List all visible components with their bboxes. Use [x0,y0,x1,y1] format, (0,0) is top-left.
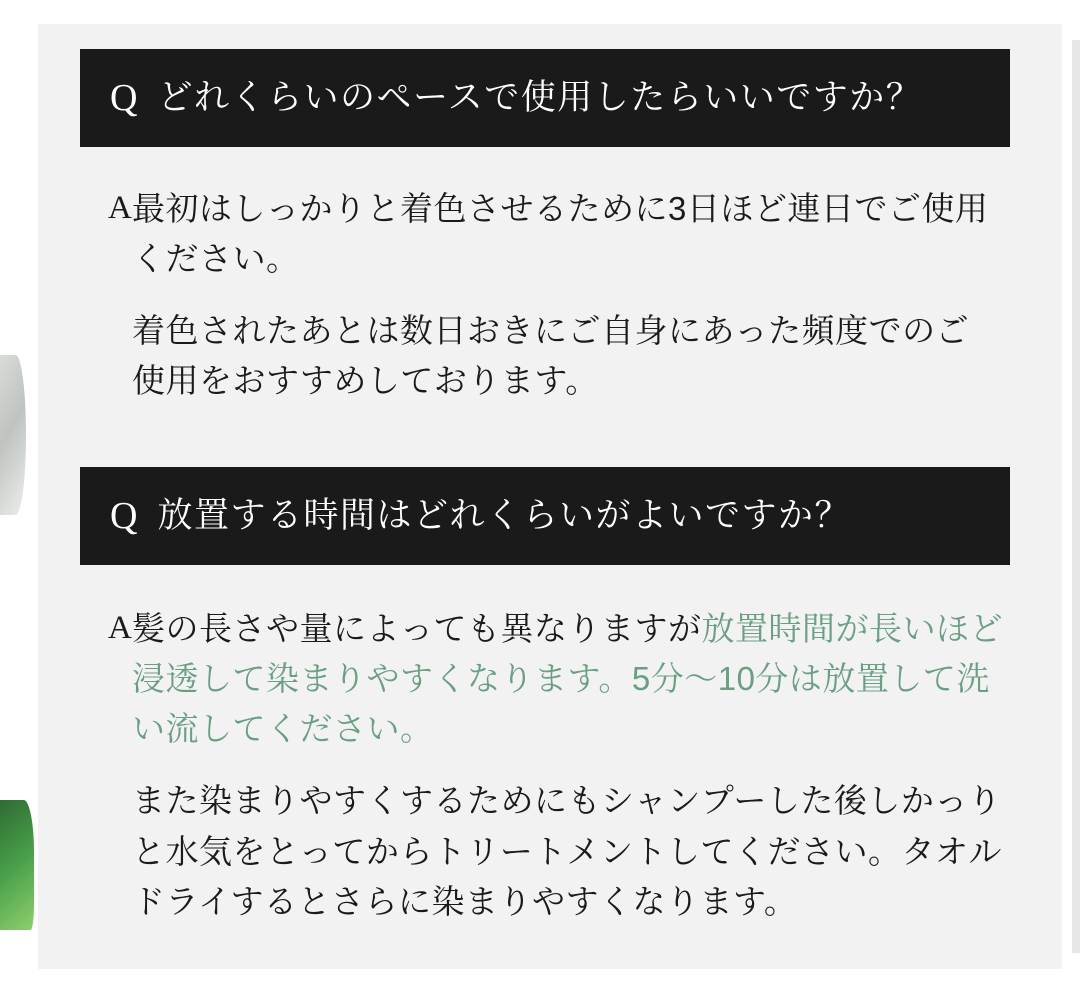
faq-answer-2 [80,604,1025,927]
answer-paragraph [132,184,1002,284]
answer-run-highlighted: 放置時間が長いほど浸透して染まりやすくなります。5分〜10分は放置して洗い流してください。 [132,610,1003,748]
question-text: 放置する時間はどれくらいがよいですか？ [157,496,851,536]
faq-answer-1 [80,184,1020,407]
answer-body [132,184,1020,407]
answer-marker: A [108,190,132,226]
right-edge-strip [1062,0,1080,993]
faq-question-bar-2 [80,467,1010,565]
question-text: どれくらいのペースで使用したらいいですか？ [157,78,923,118]
answer-run: 最初はしっかりと着色させるために3日ほど連日でご使用ください。 [132,190,989,278]
answer-run: また染まりやすくするためにもシャンプーした後しかっりと水気をとってからトリートメントしてください。タオルドライするとさらに染まりやすくなります。 [132,782,1003,920]
answer-marker: A [108,610,132,646]
faq-question-bar-1 [80,49,1010,147]
answer-run: 着色されたあとは数日おきにご自身にあった頻度でのご使用をおすすめしております。 [132,312,970,400]
answer-run: 髪の長さや量によっても異なりますが [132,610,702,647]
right-edge-shadow [1072,40,1080,953]
answer-paragraph [132,604,1007,754]
left-photo-strip [0,0,38,993]
answer-body [132,604,1025,927]
answer-paragraph [132,306,1002,406]
question-marker: Q [110,495,138,537]
faq-content-panel [38,24,1062,969]
answer-paragraph [132,776,1007,926]
decorative-photo-bottle [0,355,26,515]
decorative-photo-leaf [0,800,34,930]
question-marker: Q [110,77,138,119]
